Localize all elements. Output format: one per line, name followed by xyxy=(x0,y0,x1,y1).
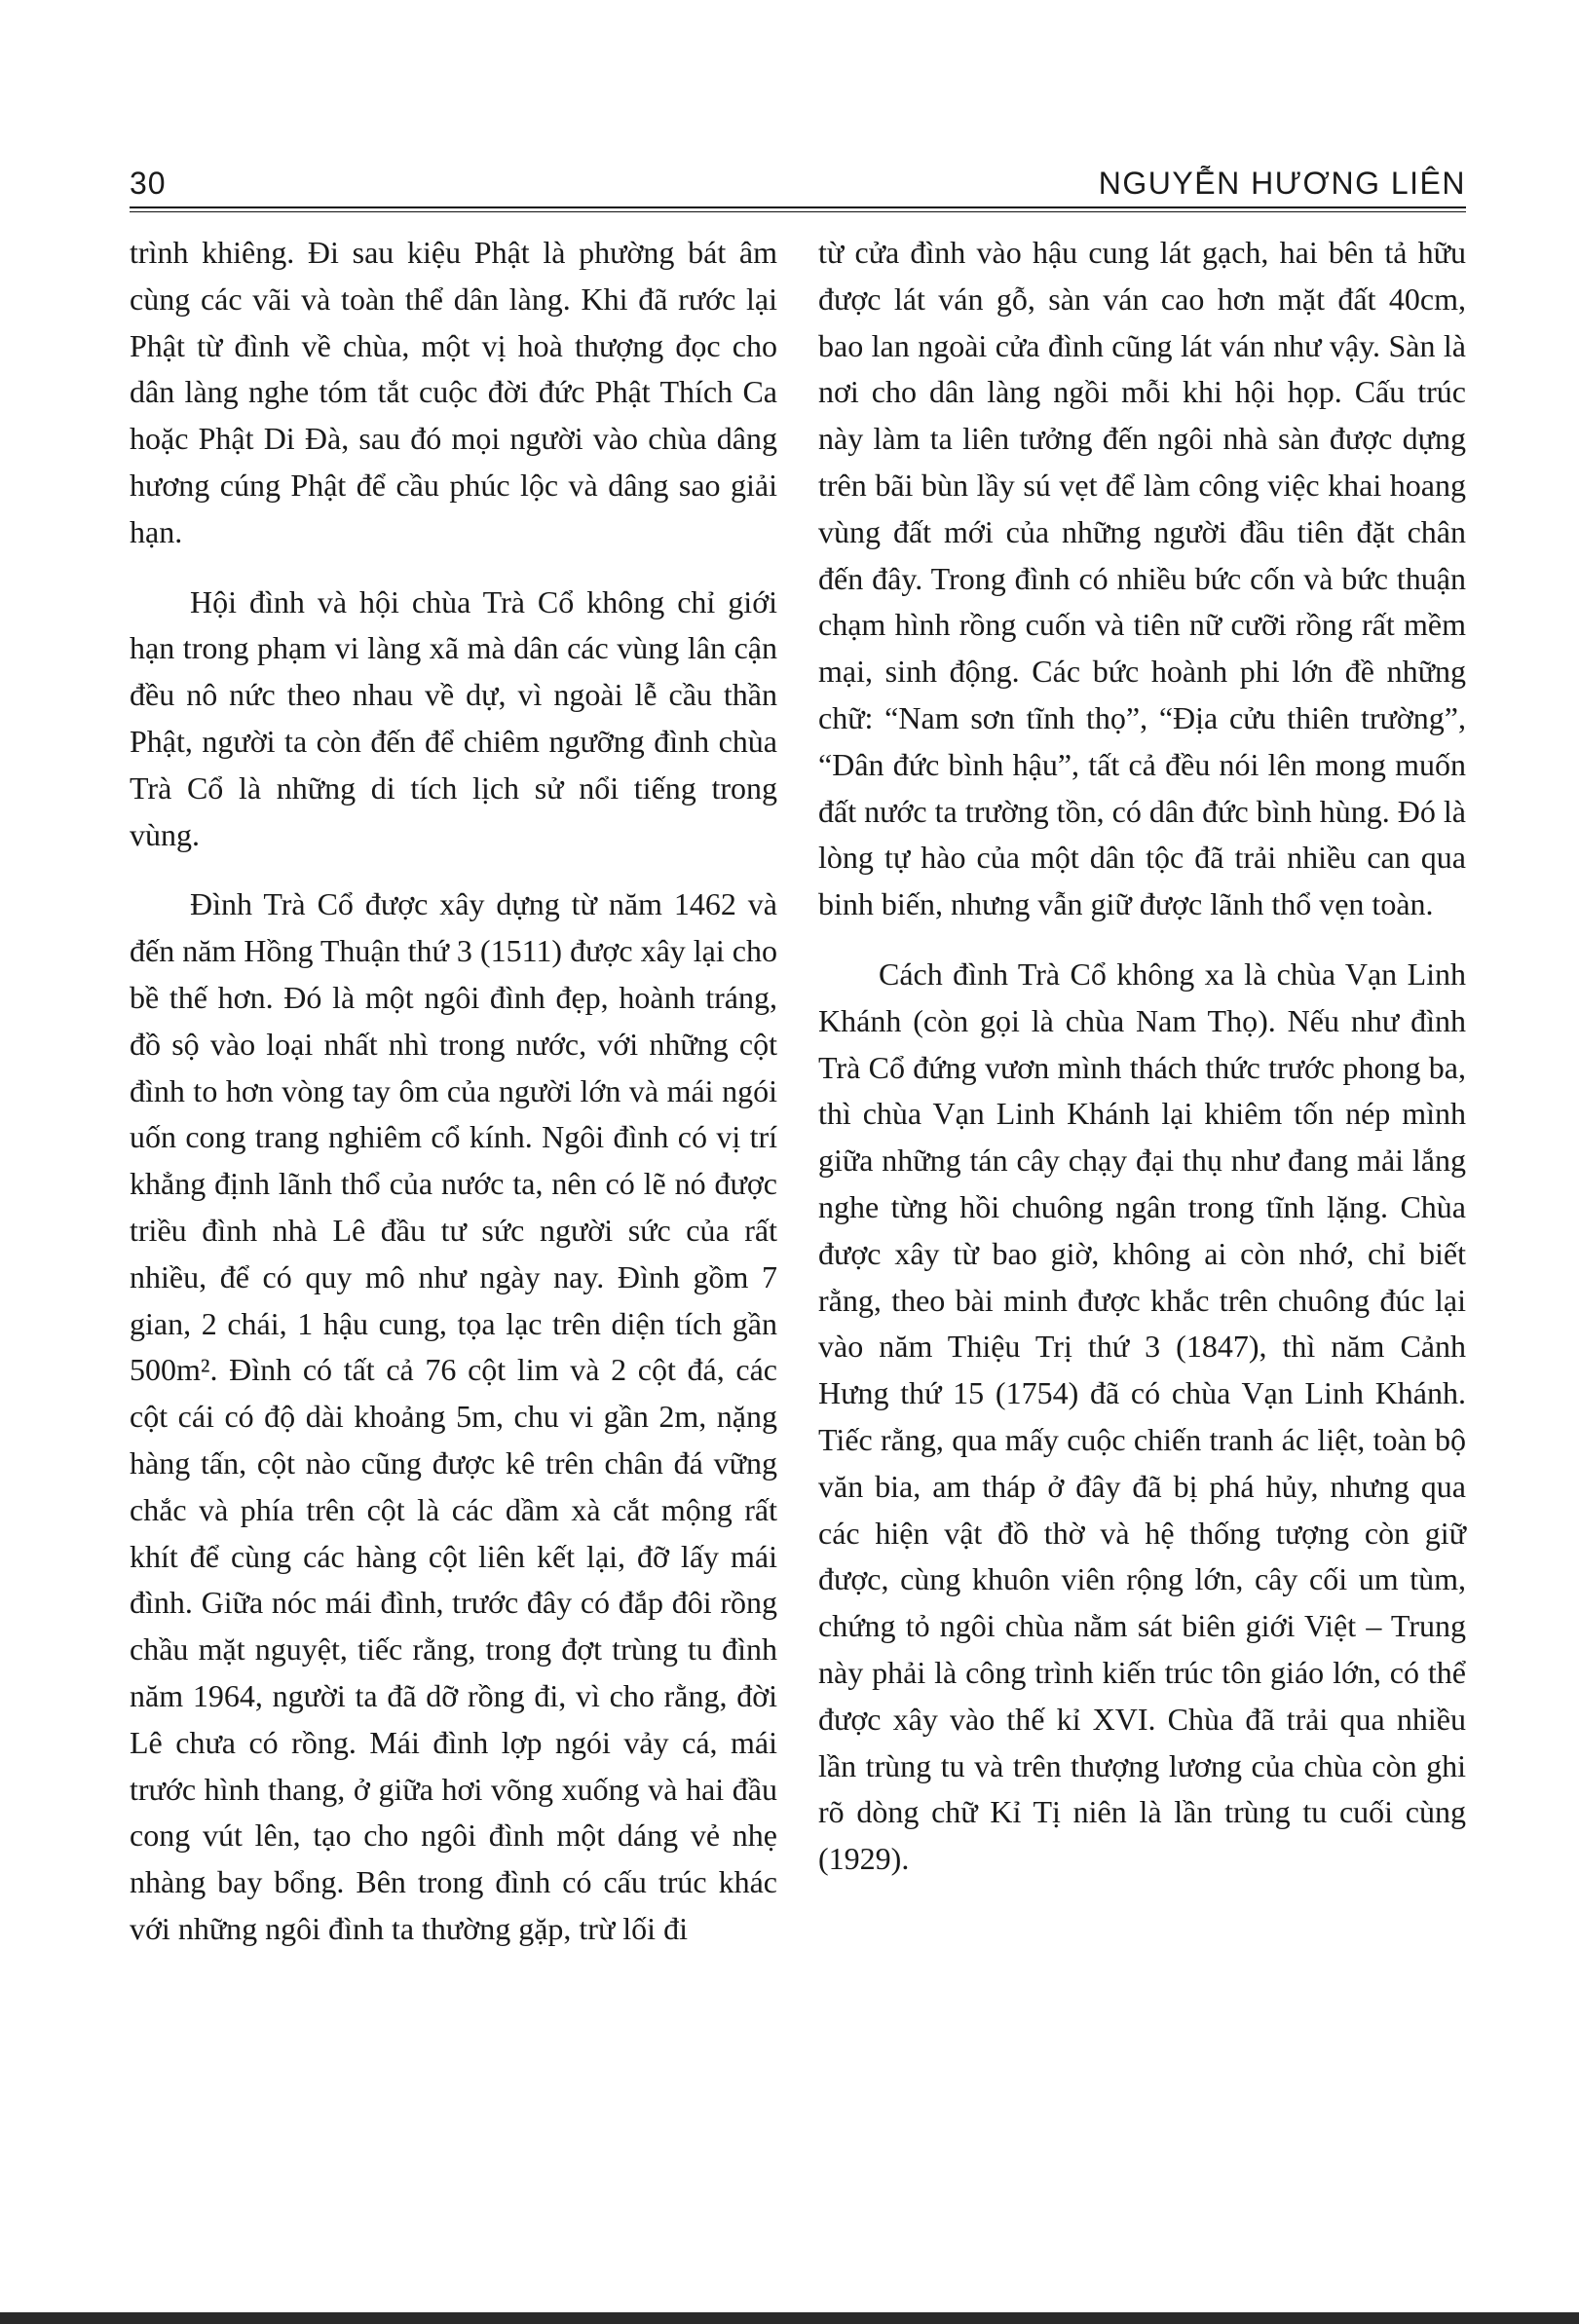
left-column xyxy=(130,230,777,1953)
page-header xyxy=(130,158,1466,208)
paragraph: Đình Trà Cổ được xây dựng từ năm 1462 và đến năm Hồng Thuận thứ 3 (1511) được xây lại cho bề thế hơn. Đó là một ngôi đình đẹp, hoành tráng, đồ sộ vào loại nhất nhì trong nước, với những cột đình to hơn vòng tay ôm của người lớn và mái ngói uốn cong trang nghiêm cổ kính. Ngôi đình có vị trí khẳng định lãnh thổ của nước ta, nên có lẽ nó được triều đình nhà Lê đầu tư sức người sức của rất nhiều, để có quy mô như ngày nay. Đình gồm 7 gian, 2 chái, 1 hậu cung, tọa lạc trên diện tích gần 500m². Đình có tất cả 76 cột lim và 2 cột đá, các cột cái có độ dài khoảng 5m, chu vi gần 2m, nặng hàng tấn, cột nào cũng được kê trên chân đá vững chắc và phía trên cột là các dầm xà cắt mộng rất khít để cùng các hàng cột liên kết lại, đỡ lấy mái đình. Giữa nóc mái đình, trước đây có đắp đôi rồng chầu mặt nguyệt, tiếc rằng, trong đợt trùng tu đình năm 1964, người ta đã dỡ rồng đi, vì cho rằng, đời Lê chưa có rồng. Mái đình lợp ngói vảy cá, mái trước hình thang, ở giữa hơi võng xuống và hai đầu cong vút lên, tạo cho ngôi đình một dáng vẻ nhẹ nhàng bay bổng. Bên trong đình có cấu trúc khác với những ngôi đình ta thường gặp, trừ lối đi xyxy=(130,886,777,1946)
scan-bottom-edge xyxy=(0,2312,1579,2324)
page-number: 30 xyxy=(130,166,167,201)
paragraph: Hội đình và hội chùa Trà Cổ không chỉ giới hạn trong phạm vi làng xã mà dân các vùng lân cận đều nô nức theo nhau về dự, vì ngoài lễ cầu thần Phật, người ta còn đến để chiêm ngưỡng đình chùa Trà Cổ là những di tích lịch sử nổi tiếng trong vùng. xyxy=(130,583,777,852)
paragraph: trình khiêng. Đi sau kiệu Phật là phường bát âm cùng các vãi và toàn thể dân làng. Khi đã rước lại Phật từ đình về chùa, một vị hoà thượng đọc cho dân làng nghe tóm tắt cuộc đời đức Phật Thích Ca hoặc Phật Di Đà, sau đó mọi người vào chùa dâng hương cúng Phật để cầu phúc lộc và dâng sao giải hạn. xyxy=(130,235,777,549)
paragraph: từ cửa đình vào hậu cung lát gạch, hai bên tả hữu được lát ván gỗ, sàn ván cao hơn mặt đất 40cm, bao lan ngoài cửa đình cũng lát ván như vậy. Sàn là nơi cho dân làng ngồi mỗi khi hội họp. Cấu trúc này làm ta liên tưởng đến ngôi nhà sàn được dựng trên bãi bùn lầy sú vẹt để làm công việc khai hoang vùng đất mới của những người đầu tiên đặt chân đến đây. Trong đình có nhiều bức cốn và bức thuận chạm hình rồng cuốn và tiên nữ cưỡi rồng rất mềm mại, sinh động. Các bức hoành phi lớn đề những chữ: “Nam sơn tĩnh thọ”, “Địa cửu thiên trường”, “Dân đức bình hậu”, tất cả đều nói lên mong muốn đất nước ta trường tồn, có dân đức bình hùng. Đó là lòng tự hào của một dân tộc đã trải nhiều can qua binh biến, nhưng vẫn giữ được lãnh thổ vẹn toàn. xyxy=(818,235,1466,922)
right-column xyxy=(818,230,1466,1883)
running-head-author: NGUYỄN HƯƠNG LIÊN xyxy=(1098,166,1466,201)
header-rule xyxy=(130,206,1466,212)
paragraph: Cách đình Trà Cổ không xa là chùa Vạn Linh Khánh (còn gọi là chùa Nam Thọ). Nếu như đình Trà Cổ đứng vươn mình thách thức trước phong ba, thì chùa Vạn Linh Khánh lại khiêm tốn nép mình giữa những tán cây chạy đại thụ như đang mải lắng nghe từng hồi chuông ngân trong tĩnh lặng. Chùa được xây từ bao giờ, không ai còn nhớ, chỉ biết rằng, theo bài minh được khắc trên chuông đúc lại vào năm Thiệu Trị thứ 3 (1847), thì năm Cảnh Hưng thứ 15 (1754) đã có chùa Vạn Linh Khánh. Tiếc rằng, qua mấy cuộc chiến tranh ác liệt, toàn bộ văn bia, am tháp ở đây đã bị phá hủy, nhưng qua các hiện vật đồ thờ và hệ thống tượng còn giữ được, cùng khuôn viên rộng lớn, cây cối um tùm, chứng tỏ ngôi chùa nằm sát biên giới Việt – Trung này phải là công trình kiến trúc tôn giáo lớn, có thể được xây vào thế kỉ XVI. Chùa đã trải qua nhiều lần trùng tu và trên thượng lương của chùa còn ghi rõ dòng chữ Kỉ Tị niên là lần trùng tu cuối cùng (1929). xyxy=(818,956,1466,1877)
